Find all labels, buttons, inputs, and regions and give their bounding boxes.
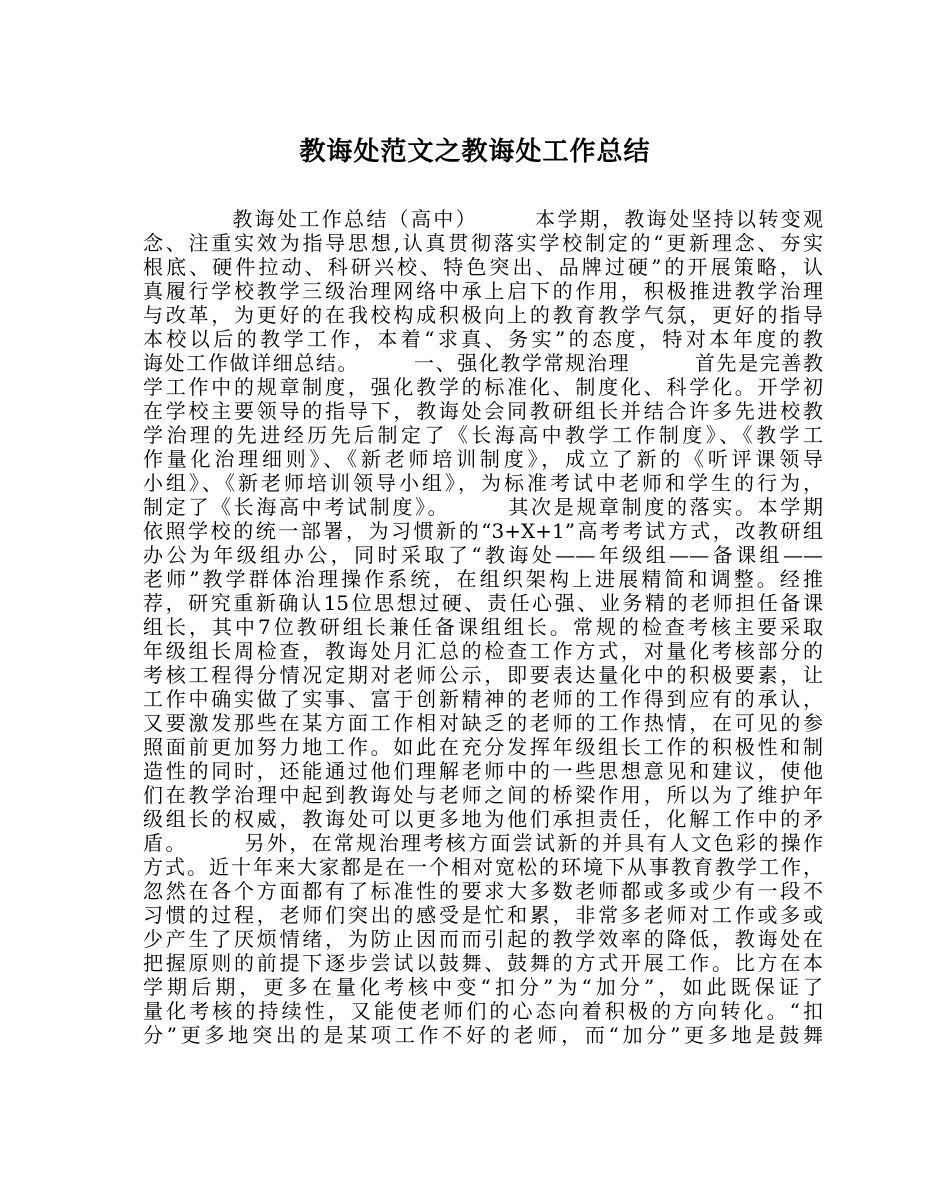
document-body (143, 207, 823, 1047)
body-line: 小组》、《新老师培训领导小组》，为标准考试中老师和学生的行为， (143, 471, 823, 495)
body-line: 学期后期，更多在量化考核中变“扣分”为“加分”，如此既保证了 (143, 975, 823, 999)
body-line: 老师”教学群体治理操作系统，在组织架构上进展精简和调整。经推 (143, 567, 823, 591)
body-line: 办公为年级组办公，同时采取了“教诲处——年级组——备课组—— (143, 543, 823, 567)
body-line: 念、注重实效为指导思想,认真贯彻落实学校制定的“更新理念、夯实 (143, 231, 823, 255)
body-line: 盾。 另外，在常规治理考核方面尝试新的并具有人文色彩的操作 (143, 831, 823, 855)
body-line: 年级组长周检查，教诲处月汇总的检查工作方式，对量化考核部分的 (143, 639, 823, 663)
body-line: 造性的同时，还能通过他们理解老师中的一些思想意见和建议，使他 (143, 759, 823, 783)
body-line: 照面前更加努力地工作。如此在充分发挥年级组长工作的积极性和制 (143, 735, 823, 759)
body-line: 忽然在各个方面都有了标准性的要求大多数老师都或多或少有一段不 (143, 879, 823, 903)
body-line: 荐，研究重新确认15位思想过硬、责任心强、业务精的老师担任备课 (143, 591, 823, 615)
body-line: 依照学校的统一部署，为习惯新的“3+X+1”高考考试方式，改教研组 (143, 519, 823, 543)
body-line: 量化考核的持续性，又能使老师们的心态向着积极的方向转化。“扣 (143, 999, 823, 1023)
body-line: 分”更多地突出的是某项工作不好的老师，而“加分”更多地是鼓舞 (143, 1023, 823, 1047)
body-line: 把握原则的前提下逐步尝试以鼓舞、鼓舞的方式开展工作。比方在本 (143, 951, 823, 975)
body-line: 学工作中的规章制度，强化教学的标准化、制度化、科学化。开学初 (143, 375, 823, 399)
document-title: 教诲处范文之教诲处工作总结 (299, 137, 651, 167)
body-line: 习惯的过程，老师们突出的感受是忙和累，非常多老师对工作或多或 (143, 903, 823, 927)
body-line: 根底、硬件拉动、科研兴校、特色突出、品牌过硬”的开展策略，认 (143, 255, 823, 279)
body-line: 与改革，为更好的在我校构成积极向上的教育教学气氛，更好的指导 (143, 303, 823, 327)
body-line: 学治理的先进经历先后制定了《长海高中教学工作制度》、《教学工 (143, 423, 823, 447)
body-line: 真履行学校教学三级治理网络中承上启下的作用，积极推进教学治理 (143, 279, 823, 303)
body-line: 们在教学治理中起到教诲处与老师之间的桥梁作用，所以为了维护年 (143, 783, 823, 807)
body-line: 工作中确实做了实事、富于创新精神的老师的工作得到应有的承认， (143, 687, 823, 711)
body-line: 级组长的权威，教诲处可以更多地为他们承担责任，化解工作中的矛 (143, 807, 823, 831)
body-line: 制定了《长海高中考试制度》。 其次是规章制度的落实。本学期 (143, 495, 823, 519)
body-line: 作量化治理细则》、《新老师培训制度》，成立了新的《听评课领导 (143, 447, 823, 471)
body-line: 在学校主要领导的指导下，教诲处会同教研组长并结合许多先进校教 (143, 399, 823, 423)
body-line: 考核工程得分情况定期对老师公示，即要表达量化中的积极要素，让 (143, 663, 823, 687)
body-line: 组长，其中7位教研组长兼任备课组组长。常规的检查考核主要采取 (143, 615, 823, 639)
body-line: 又要激发那些在某方面工作相对缺乏的老师的工作热情，在可见的参 (143, 711, 823, 735)
body-line: 本校以后的教学工作，本着“求真、务实”的态度，特对本年度的教 (143, 327, 823, 351)
body-line: 方式。近十年来大家都是在一个相对宽松的环境下从事教育教学工作， (143, 855, 823, 879)
body-line: 教诲处工作总结（高中） 本学期，教诲处坚持以转变观 (143, 207, 823, 231)
body-line: 诲处工作做详细总结。 一、强化教学常规治理 首先是完善教 (143, 351, 823, 375)
body-line: 少产生了厌烦情绪，为防止因而而引起的教学效率的降低，教诲处在 (143, 927, 823, 951)
